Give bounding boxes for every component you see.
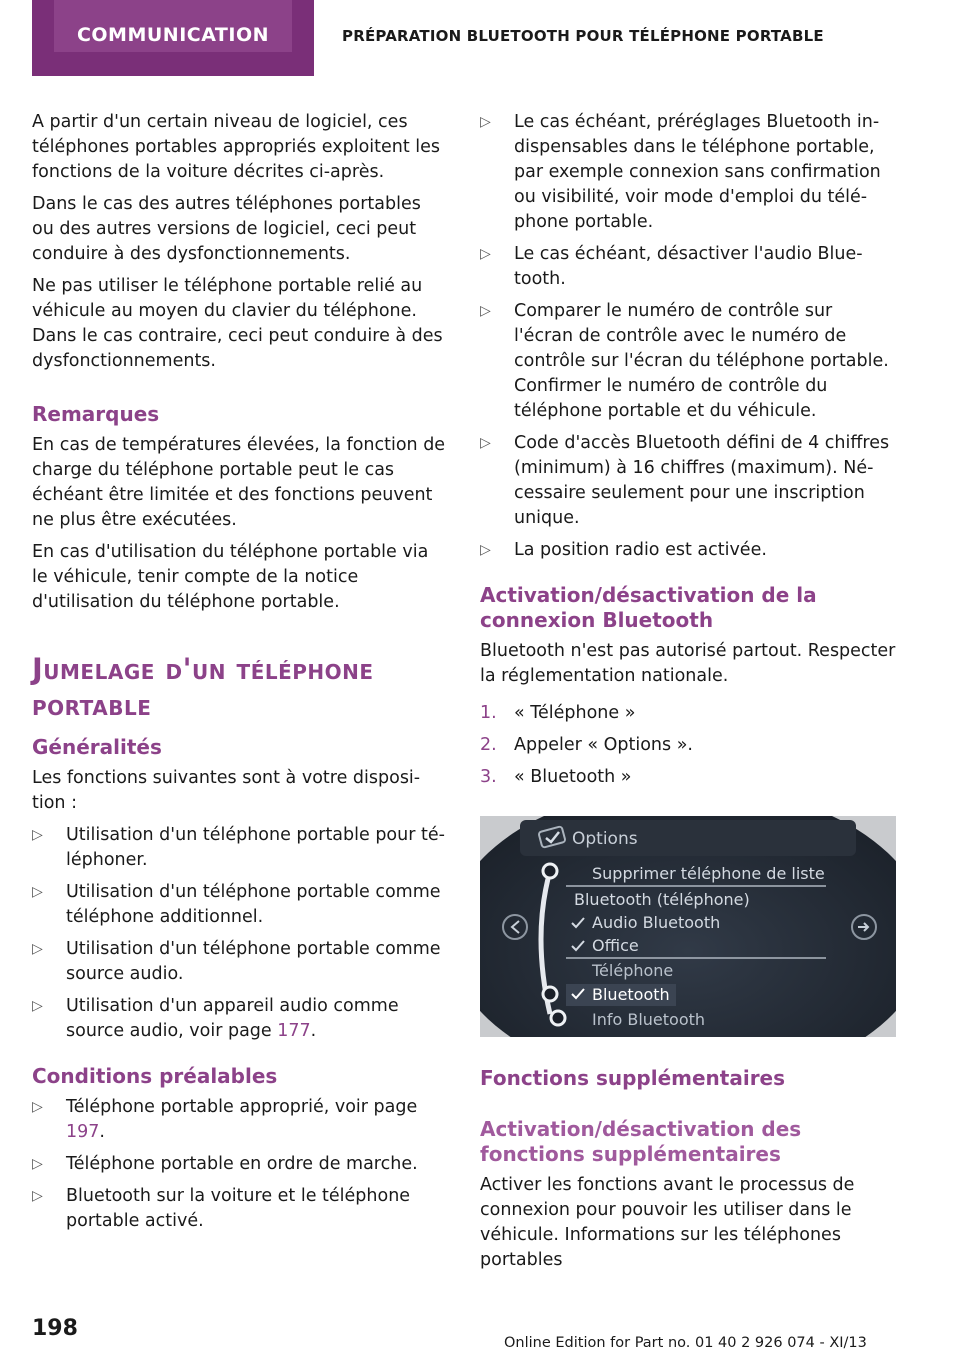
intro-paragraph-2: Dans le cas des autres téléphones portables ou des autres versions de logiciel, ceci peut conduire à des dysfonctionnements. (32, 194, 421, 264)
step-item: 2. Appeler « Options ». (480, 735, 693, 755)
triangle-right-icon: ▷ (32, 1156, 43, 1172)
list-item: ▷ Téléphone portable approprié, voir page 197. (32, 1097, 418, 1142)
conditions-list-right (480, 110, 896, 563)
page-header-title: PRÉPARATION BLUETOOTH POUR TÉLÉPHONE PORTABLE (342, 27, 824, 45)
list-item: ▷ La position radio est activée. (480, 538, 896, 563)
menu-item-7[interactable]: Info Bluetooth (592, 1010, 706, 1029)
triangle-right-icon: ▷ (32, 998, 43, 1014)
remarques-paragraph-2: En cas d'utilisation du téléphone portable via le véhicule, tenir compte de la notice d'utilisation du téléphone portable. (32, 542, 429, 612)
options-menu-screenshot (480, 816, 896, 1037)
list-item: ▷ Bluetooth sur la voiture et le téléphone portable activé. (32, 1186, 411, 1231)
triangle-right-icon: ▷ (32, 941, 43, 957)
menu-item-5[interactable]: Téléphone (592, 961, 674, 980)
list-item: ▷ Comparer le numéro de contrôle sur l'écran de contrôle avec le numéro de contrôle sur l'écran du téléphone portable. Confirmer le numéro de contrôle du téléphone portable et du véhicule. (480, 301, 889, 421)
menu-item-3[interactable]: Audio Bluetooth (592, 913, 721, 932)
menu-item-1[interactable]: Supprimer téléphone de liste (592, 864, 825, 883)
menu-header-label: Options (572, 829, 638, 849)
menu-item-2[interactable]: Bluetooth (téléphone) (574, 890, 750, 909)
triangle-right-icon: ▷ (480, 246, 491, 262)
step-item: 1. « Téléphone » (480, 703, 636, 723)
list-item: ▷ Utilisation d'un téléphone portable pour téléphoner. (32, 825, 445, 870)
steps-list (480, 701, 896, 790)
triangle-right-icon: ▷ (32, 1188, 43, 1204)
list-item: ▷ Utilisation d'un téléphone portable comme source audio. (32, 939, 441, 984)
triangle-right-icon: ▷ (480, 542, 491, 558)
triangle-right-icon: ▷ (480, 435, 491, 451)
activation-paragraph: Bluetooth n'est pas autorisé partout. Respecter la réglementation nationale. (480, 641, 896, 686)
footer-edition: Online Edition for Part no. 01 40 2 926 074 - XI/13 (504, 1335, 867, 1351)
page-link-197[interactable]: 197 (66, 1122, 100, 1142)
page-number: 198 (32, 1316, 78, 1341)
list-item: ▷ Utilisation d'un appareil audio comme source audio, voir page 177. (32, 996, 399, 1041)
options-menu-svg (480, 816, 896, 1037)
remarques-paragraph-1: En cas de températures élevées, la fonction de charge du téléphone portable peut le cas échéant être limitée et des fonctions peuvent ne plus être exécutées. (32, 435, 446, 530)
triangle-right-icon: ▷ (480, 114, 491, 130)
list-item: ▷ Le cas échéant, préréglages Bluetooth indispensables dans le téléphone portable, par exemple connexion sans confirmation ou visibilité, voir mode d'emploi du téléphone portable. (480, 112, 881, 232)
left-column (32, 110, 446, 1241)
conditions-heading: Conditions préalables (32, 1064, 278, 1088)
fonctions-paragraph: Activer les fonctions avant le processus de connexion pour pouvoir les utiliser dans le véhicule. Informations sur les téléphones portables (480, 1175, 855, 1270)
section-tab (32, 0, 314, 76)
generalites-heading: Généralités (32, 735, 162, 759)
generalites-list (32, 823, 446, 1044)
right-column (480, 110, 896, 797)
activation-heading: Activation/désactivation de la connexion Bluetooth (480, 583, 817, 632)
step-item: 3. « Bluetooth » (480, 767, 632, 787)
list-item: ▷ Téléphone portable en ordre de marche. (32, 1152, 446, 1177)
intro-paragraph-3: Ne pas utiliser le téléphone portable relié au véhicule au moyen du clavier du téléphone. Dans le cas contraire, ceci peut conduire à des dysfonctionnements. (32, 276, 443, 371)
triangle-right-icon: ▷ (32, 1099, 43, 1115)
jumelage-heading: Jumelage d'un téléphone portable (32, 652, 374, 722)
fonctions-sub-heading: Activation/désactivation des fonctions supplémentaires (480, 1117, 802, 1166)
list-item: ▷ Le cas échéant, désactiver l'audio Bluetooth. (480, 244, 863, 289)
menu-item-4[interactable]: Office (592, 936, 639, 955)
page-link-177[interactable]: 177 (277, 1021, 311, 1041)
section-tab-label: COMMUNICATION (54, 0, 292, 52)
triangle-right-icon: ▷ (32, 884, 43, 900)
triangle-right-icon: ▷ (32, 827, 43, 843)
remarques-heading: Remarques (32, 402, 160, 426)
generalites-intro: Les fonctions suivantes sont à votre disposition : (32, 768, 421, 813)
list-item: ▷ Code d'accès Bluetooth défini de 4 chiffres (minimum) à 16 chiffres (maximum). Nécessaire seulement pour une inscription unique. (480, 433, 890, 528)
conditions-list-left (32, 1095, 446, 1234)
menu-item-6-selected[interactable]: Bluetooth (592, 985, 670, 1004)
right-column-lower (480, 1066, 896, 1280)
fonctions-heading: Fonctions supplémentaires (480, 1066, 786, 1090)
triangle-right-icon: ▷ (480, 303, 491, 319)
intro-paragraph-1: A partir d'un certain niveau de logiciel, ces téléphones portables appropriés exploitent les fonctions de la voiture décrites ci-après. (32, 112, 441, 182)
list-item: ▷ Utilisation d'un téléphone portable comme téléphone additionnel. (32, 882, 441, 927)
